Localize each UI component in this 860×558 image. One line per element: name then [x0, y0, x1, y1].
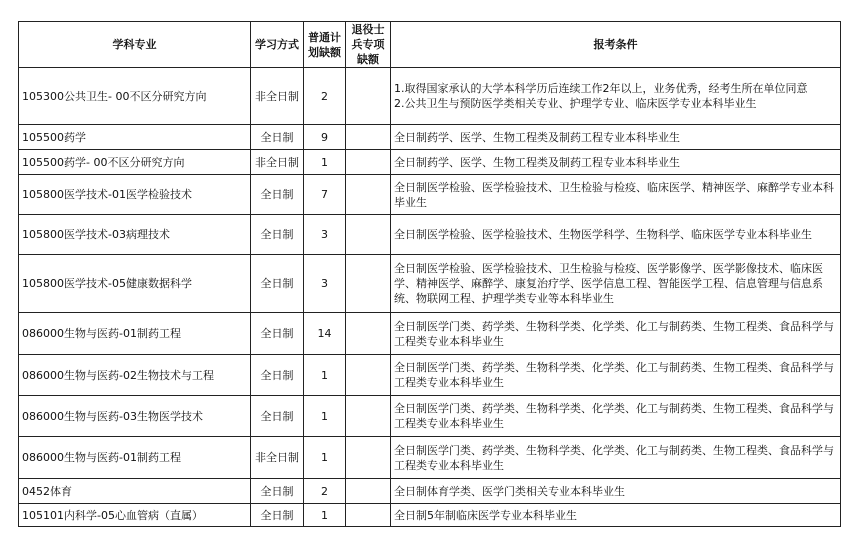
major-cell: 0452体育	[19, 479, 251, 504]
header-major: 学科专业	[19, 22, 251, 68]
study-mode-cell: 全日制	[251, 313, 304, 355]
table-row	[19, 504, 841, 527]
conditions-cell: 全日制药学、医学、生物工程类及制药工程专业本科毕业生	[391, 150, 841, 175]
table-row	[19, 68, 841, 125]
conditions-cell: 全日制医学检验、医学检验技术、卫生检验与检疫、医学影像学、医学影像技术、临床医学、精神医学、麻醉学、康复治疗学、医学信息工程、智能医学工程、信息管理与信息系统、物联网工程、护理学类专业等本科毕业生	[391, 255, 841, 313]
header-veteran: 退役士兵专项缺额	[346, 22, 391, 68]
header-row	[19, 22, 841, 68]
veteran-quota-cell	[346, 355, 391, 396]
conditions-cell: 1.取得国家承认的大学本科学历后连续工作2年以上，业务优秀，经考生所在单位同意 2.公共卫生与预防医学类相关专业、护理学专业、临床医学专业本科毕业生	[391, 68, 841, 125]
table-row	[19, 125, 841, 150]
quota-cell: 7	[304, 175, 346, 215]
table-row	[19, 175, 841, 215]
header-quota: 普通计划缺额	[304, 22, 346, 68]
veteran-quota-cell	[346, 437, 391, 479]
table-row	[19, 437, 841, 479]
table-row	[19, 255, 841, 313]
quota-cell: 3	[304, 215, 346, 255]
major-cell: 086000生物与医药-03生物医学技术	[19, 396, 251, 437]
quota-cell: 2	[304, 479, 346, 504]
conditions-cell: 全日制医学门类、药学类、生物科学类、化学类、化工与制药类、生物工程类、食品科学与工程类专业本科毕业生	[391, 437, 841, 479]
veteran-quota-cell	[346, 150, 391, 175]
major-cell: 105800医学技术-01医学检验技术	[19, 175, 251, 215]
quota-cell: 9	[304, 125, 346, 150]
major-cell: 105500药学	[19, 125, 251, 150]
major-cell: 086000生物与医药-02生物技术与工程	[19, 355, 251, 396]
conditions-cell: 全日制医学检验、医学检验技术、卫生检验与检疫、临床医学、精神医学、麻醉学专业本科毕业生	[391, 175, 841, 215]
major-cell: 105300公共卫生- 00不区分研究方向	[19, 68, 251, 125]
header-mode: 学习方式	[251, 22, 304, 68]
veteran-quota-cell	[346, 504, 391, 527]
quota-cell: 14	[304, 313, 346, 355]
conditions-cell: 全日制医学门类、药学类、生物科学类、化学类、化工与制药类、生物工程类、食品科学与工程类专业本科毕业生	[391, 396, 841, 437]
quota-cell: 2	[304, 68, 346, 125]
table-row	[19, 479, 841, 504]
study-mode-cell: 全日制	[251, 255, 304, 313]
table-row	[19, 355, 841, 396]
table-row	[19, 313, 841, 355]
veteran-quota-cell	[346, 175, 391, 215]
study-mode-cell: 非全日制	[251, 437, 304, 479]
veteran-quota-cell	[346, 255, 391, 313]
veteran-quota-cell	[346, 125, 391, 150]
table-row	[19, 396, 841, 437]
quota-cell: 1	[304, 437, 346, 479]
veteran-quota-cell	[346, 479, 391, 504]
conditions-cell: 全日制体育学类、医学门类相关专业本科毕业生	[391, 479, 841, 504]
table-row	[19, 150, 841, 175]
conditions-cell: 全日制医学门类、药学类、生物科学类、化学类、化工与制药类、生物工程类、食品科学与工程类专业本科毕业生	[391, 355, 841, 396]
study-mode-cell: 全日制	[251, 125, 304, 150]
major-cell: 105800医学技术-05健康数据科学	[19, 255, 251, 313]
quota-cell: 3	[304, 255, 346, 313]
study-mode-cell: 全日制	[251, 355, 304, 396]
conditions-cell: 全日制医学检验、医学检验技术、生物医学科学、生物科学、临床医学专业本科毕业生	[391, 215, 841, 255]
veteran-quota-cell	[346, 215, 391, 255]
study-mode-cell: 全日制	[251, 504, 304, 527]
quota-cell: 1	[304, 355, 346, 396]
major-cell: 086000生物与医药-01制药工程	[19, 313, 251, 355]
study-mode-cell: 非全日制	[251, 68, 304, 125]
major-cell: 105500药学- 00不区分研究方向	[19, 150, 251, 175]
major-cell: 086000生物与医药-01制药工程	[19, 437, 251, 479]
conditions-cell: 全日制医学门类、药学类、生物科学类、化学类、化工与制药类、生物工程类、食品科学与工程类专业本科毕业生	[391, 313, 841, 355]
table-row	[19, 215, 841, 255]
study-mode-cell: 全日制	[251, 215, 304, 255]
veteran-quota-cell	[346, 68, 391, 125]
study-mode-cell: 非全日制	[251, 150, 304, 175]
study-mode-cell: 全日制	[251, 479, 304, 504]
quota-cell: 1	[304, 504, 346, 527]
study-mode-cell: 全日制	[251, 396, 304, 437]
conditions-cell: 全日制药学、医学、生物工程类及制药工程专业本科毕业生	[391, 125, 841, 150]
quota-cell: 1	[304, 150, 346, 175]
major-cell: 105101内科学-05心血管病（直属）	[19, 504, 251, 527]
admissions-table	[18, 21, 841, 527]
major-cell: 105800医学技术-03病理技术	[19, 215, 251, 255]
study-mode-cell: 全日制	[251, 175, 304, 215]
conditions-cell: 全日制5年制临床医学专业本科毕业生	[391, 504, 841, 527]
header-conditions: 报考条件	[391, 22, 841, 68]
quota-cell: 1	[304, 396, 346, 437]
veteran-quota-cell	[346, 396, 391, 437]
veteran-quota-cell	[346, 313, 391, 355]
